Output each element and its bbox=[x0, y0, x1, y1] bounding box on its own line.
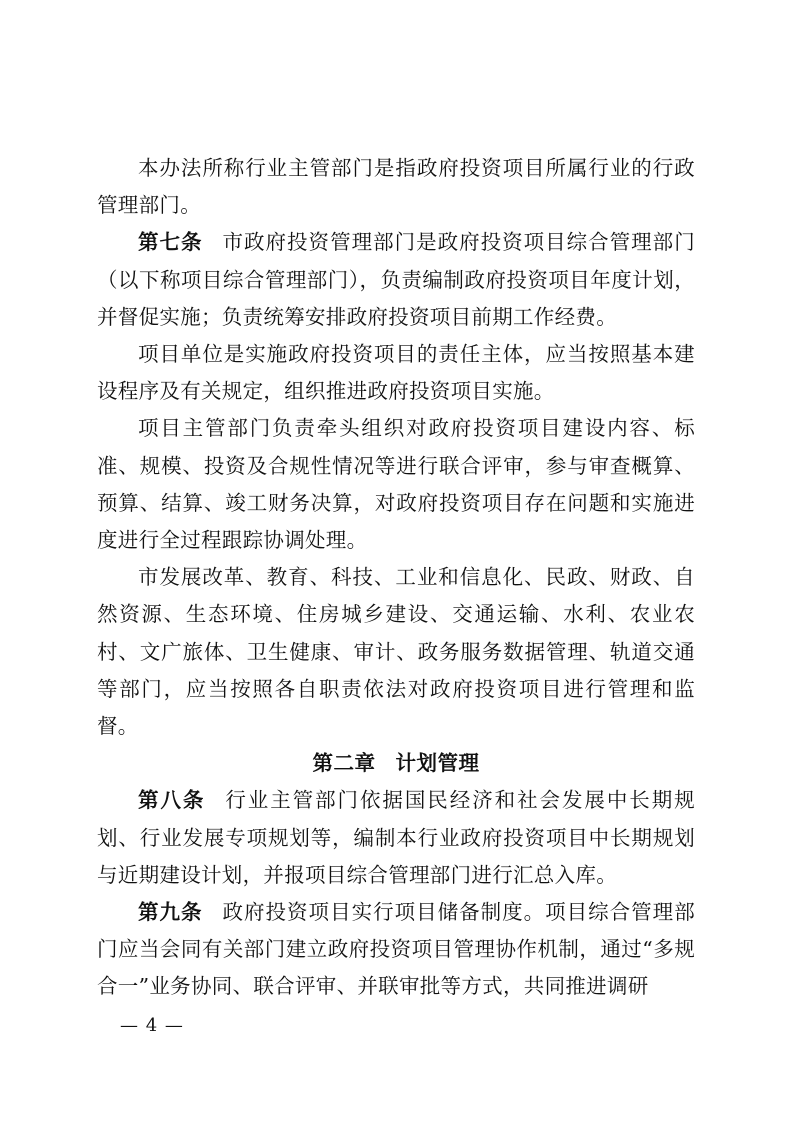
paragraph-text: 项目单位是实施政府投资项目的责任主体，应当按照基本建设程序及有关规定，组织推进政府投资项目实施。 bbox=[97, 342, 695, 404]
article-heading: 第九条 bbox=[138, 900, 203, 925]
document-body bbox=[97, 150, 695, 1006]
article-8 bbox=[97, 782, 695, 894]
paragraph-text: 市政府投资管理部门是政府投资项目综合管理部门（以下称项目综合管理部门），负责编制政府投资项目年度计划，并督促实施；负责统筹安排政府投资项目前期工作经费。 bbox=[97, 230, 695, 329]
paragraph-text: 市发展改革、教育、科技、工业和信息化、民政、财政、自然资源、生态环境、住房城乡建设、交通运输、水利、农业农村、文广旅体、卫生健康、审计、政务服务数据管理、轨道交通等部门，应当按照各自职责依法对政府投资项目进行管理和监督。 bbox=[97, 565, 695, 739]
paragraph-text: 本办法所称行业主管部门是指政府投资项目所属行业的行政管理部门。 bbox=[97, 156, 695, 218]
chapter-title: 计划管理 bbox=[395, 751, 480, 776]
paragraph-project-authority bbox=[97, 410, 695, 559]
article-9 bbox=[97, 894, 695, 1006]
chapter-number: 第二章 bbox=[312, 751, 376, 776]
chapter-heading bbox=[97, 745, 695, 782]
article-heading: 第八条 bbox=[138, 788, 206, 813]
paragraph-text: 政府投资项目实行项目储备制度。项目综合管理部门应当会同有关部门建立政府投资项目管理协作机制，通过“多规合一”业务协同、联合评审、并联审批等方式，共同推进调研 bbox=[97, 900, 695, 999]
article-7 bbox=[97, 224, 695, 336]
paragraph-departments bbox=[97, 559, 695, 745]
page-number: — 4 — bbox=[120, 1015, 184, 1036]
article-heading: 第七条 bbox=[138, 230, 203, 255]
paragraph-text: 项目主管部门负责牵头组织对政府投资项目建设内容、标准、规模、投资及合规性情况等进行联合评审，参与审查概算、预算、结算、竣工财务决算，对政府投资项目存在问题和实施进度进行全过程跟踪协调处理。 bbox=[97, 416, 695, 553]
paragraph-text: 行业主管部门依据国民经济和社会发展中长期规划、行业发展专项规划等，编制本行业政府投资项目中长期规划与近期建设计划，并报项目综合管理部门进行汇总入库。 bbox=[97, 788, 695, 887]
paragraph-industry-department bbox=[97, 150, 695, 224]
paragraph-project-unit bbox=[97, 336, 695, 410]
